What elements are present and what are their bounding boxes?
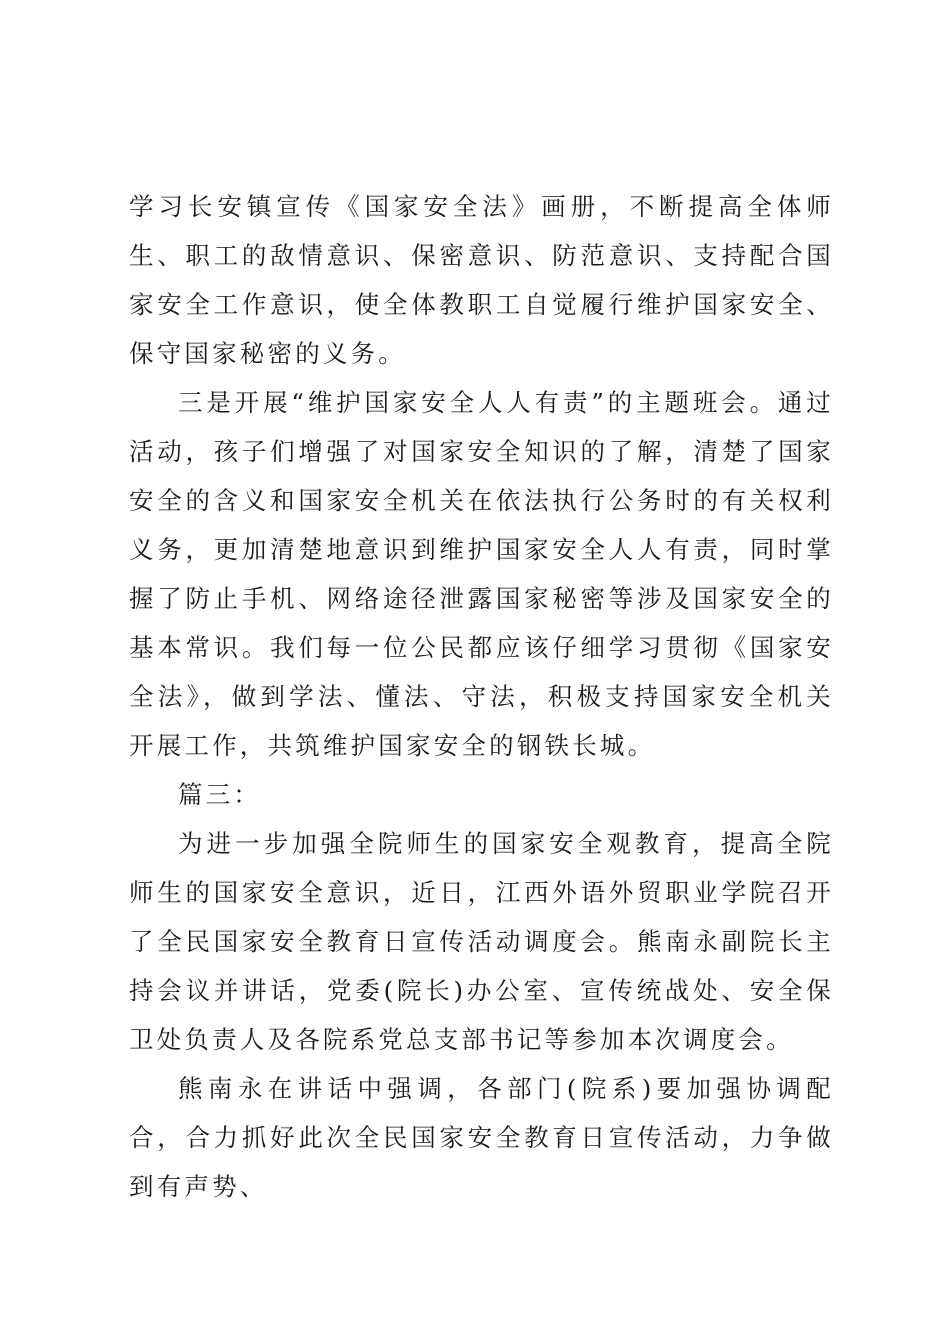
paragraph-continuation: 学习长安镇宣传《国家安全法》画册，不断提高全体师生、职工的敌情意识、保密意识、防范意识、支持配合国家安全工作意识，使全体教职工自觉履行维护国家安全、保守国家秘密的义务。 xyxy=(129,192,834,368)
paragraph-theme-class-meeting: 三是开展“维护国家安全人人有责”的主题班会。通过活动，孩子们增强了对国家安全知识的了解，清楚了国家安全的含义和国家安全机关在依法执行公务时的有关权利义务，更加清楚地意识到维护国家安全人人有责，同时掌握了防止手机、网络途径泄露国家秘密等涉及国家安全的基本常识。我们每一位公民都应该仔细学习贯彻《国家安全法》，做到学法、懂法、守法，积极支持国家安全机关开展工作，共筑维护国家安全的钢铁长城。 xyxy=(129,388,834,760)
document-body xyxy=(129,182,834,1211)
paragraph-speech: 熊南永在讲话中强调，各部门(院系)要加强协调配合，合力抓好此次全民国家安全教育日宣传活动，力争做到有声势、 xyxy=(129,1074,834,1201)
paragraph-scheduling-meeting: 为进一步加强全院师生的国家安全观教育，提高全院师生的国家安全意识，近日，江西外语外贸职业学院召开了全民国家安全教育日宣传活动调度会。熊南永副院长主持会议并讲话，党委(院长)办公室、宣传统战处、安全保卫处负责人及各院系党总支部书记等参加本次调度会。 xyxy=(129,829,834,1054)
section-heading: 篇三： xyxy=(178,780,262,809)
